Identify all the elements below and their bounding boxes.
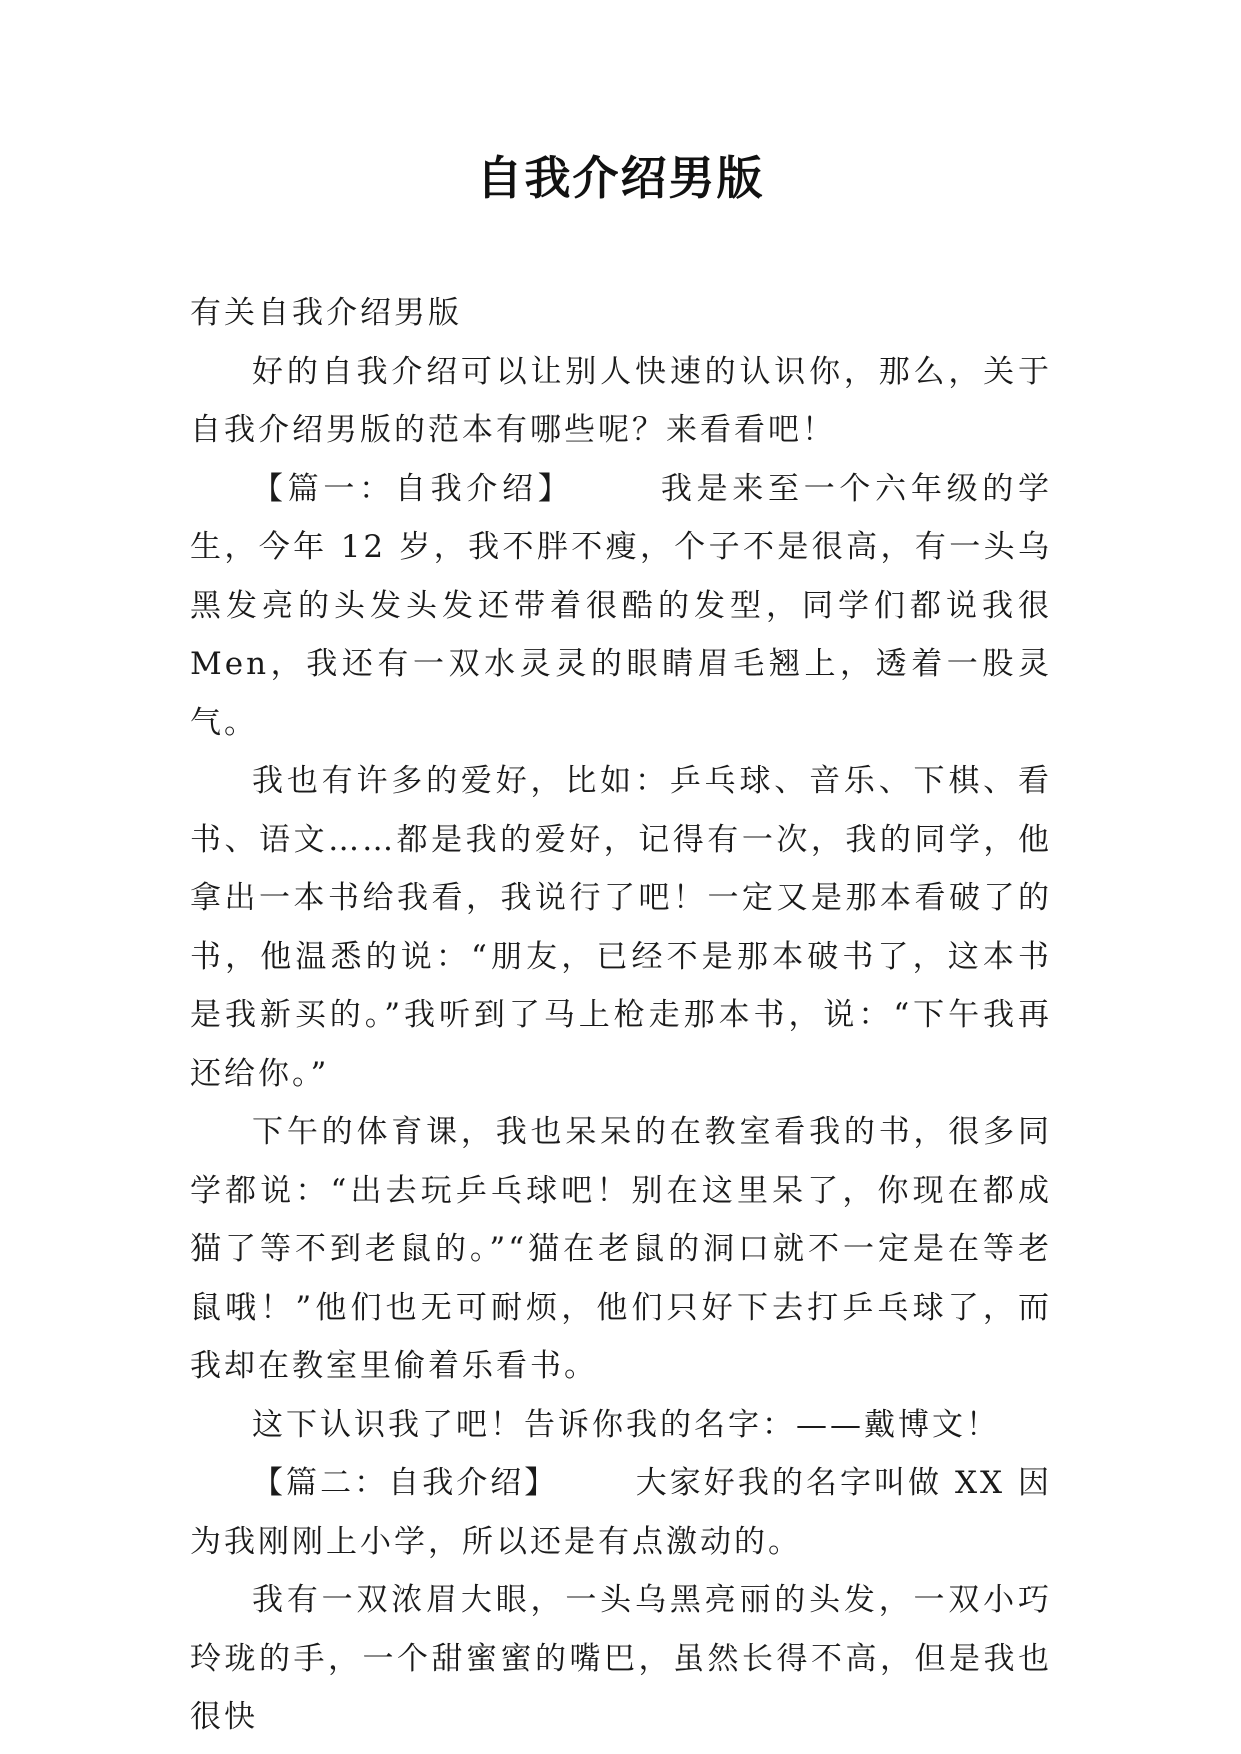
paragraph-text: 大家好我的名字叫做 XX 因为我刚刚上小学，所以还是有点激动的。 bbox=[190, 1465, 1052, 1560]
document-body bbox=[190, 284, 1052, 1747]
document-title: 自我介绍男版 bbox=[476, 151, 765, 205]
intro-line: 有关自我介绍男版 bbox=[190, 295, 462, 331]
section-heading: 【篇一：自我介绍】 bbox=[252, 470, 574, 507]
paragraph: 我也有许多的爱好，比如：乒乓球、音乐、下棋、看书、语文……都是我的爱好，记得有一次，我的同学，他拿出一本书给我看，我说行了吧！一定又是那本看破了的书，他温悉的说：“朋友，已经不是那本破书了，这本书是我新买的。”我听到了马上枪走那本书，说：“下午我再还给你。” bbox=[190, 763, 1052, 1092]
paragraph: 我有一双浓眉大眼，一头乌黑亮丽的头发，一双小巧玲珑的手，一个甜蜜蜜的嘴巴，虽然长得不高，但是我也很快 bbox=[190, 1582, 1052, 1735]
paragraph: 下午的体育课，我也呆呆的在教室看我的书，很多同学都说：“出去玩乒乓球吧！别在这里呆了，你现在都成猫了等不到老鼠的。”“猫在老鼠的洞口就不一定是在等老鼠哦！”他们也无可耐烦，他们只好下去打乒乓球了，而我却在教室里偷着乐看书。 bbox=[190, 1114, 1052, 1384]
section-heading: 【篇二：自我介绍】 bbox=[252, 1465, 559, 1501]
paragraph: 好的自我介绍可以让别人快速的认识你，那么，关于自我介绍男版的范本有哪些呢？来看看吧！ bbox=[190, 353, 1052, 448]
paragraph: 这下认识我了吧！告诉你我的名字：——戴博文！ bbox=[252, 1406, 1000, 1443]
paragraph-text: 我是来至一个六年级的学生，今年 12 岁，我不胖不瘦，个子不是很高，有一头乌黑发亮的头发头发还带着很酷的发型，同学们都说我很 Men，我还有一双水灵灵的眼睛眉毛翘上，透着一股灵气。 bbox=[190, 470, 1053, 741]
paragraph bbox=[190, 460, 1052, 753]
paragraph bbox=[190, 1454, 1052, 1571]
